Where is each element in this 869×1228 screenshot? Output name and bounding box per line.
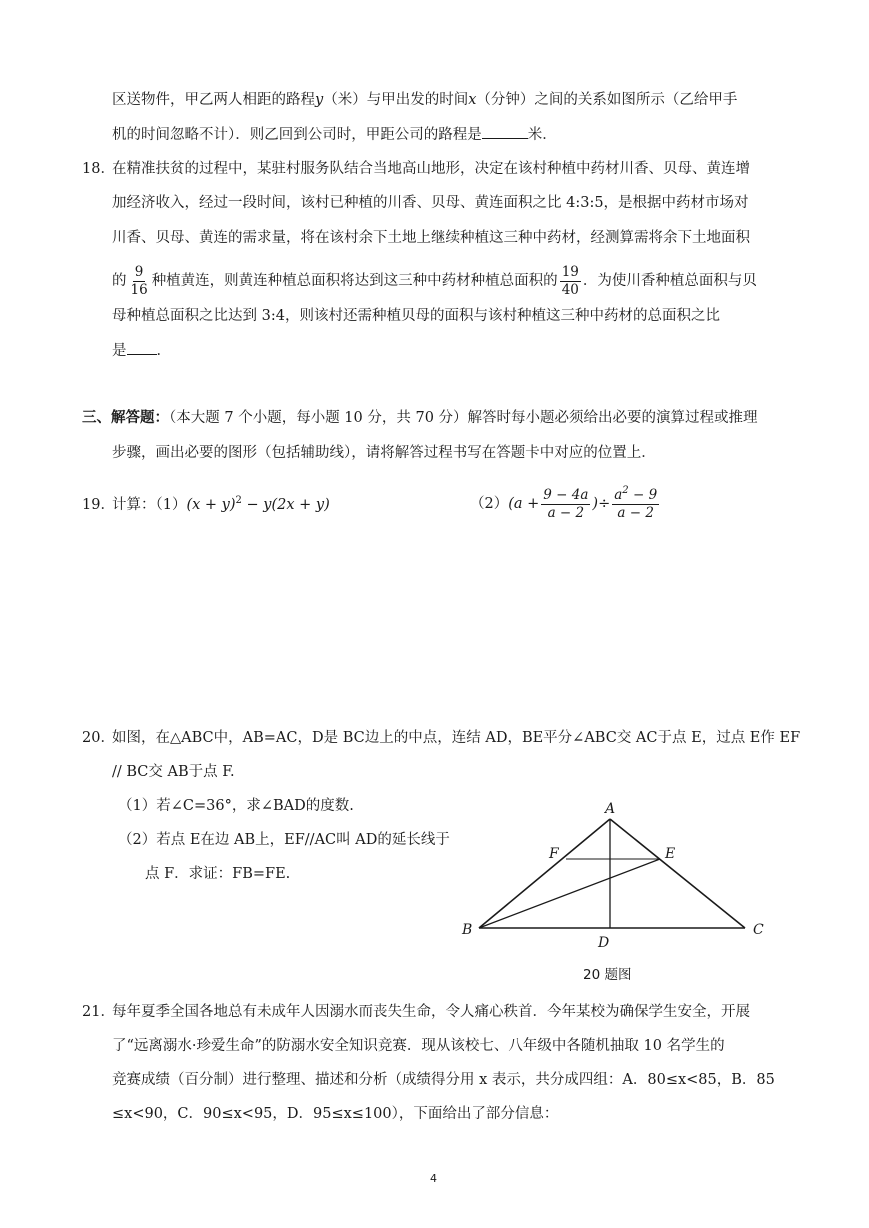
q17-line-2 bbox=[112, 124, 557, 145]
fraction-9-16 bbox=[129, 264, 150, 299]
q18-line-6 bbox=[112, 340, 171, 361]
q21-line-1: 每年夏季全国各地总有未成年人因溺水而丧失生命，令人痛心秩首．今年某校为确保学生安全，开展 bbox=[112, 1004, 750, 1020]
q19-expr2-mid: )÷ bbox=[592, 496, 611, 512]
q19-part-2 bbox=[470, 483, 661, 525]
q19-g-exp: 2 bbox=[622, 484, 629, 496]
q19-fraction-1 bbox=[541, 487, 590, 522]
section-3-line-2: 步骤，画出必要的图形（包括辅助线），请将解答过程书写在答题卡中对应的位置上． bbox=[112, 445, 656, 461]
q18-line-4 bbox=[112, 262, 757, 300]
fraction-denominator: 40 bbox=[561, 281, 579, 298]
q20-line-2: // BC交 AB于点 F. bbox=[112, 764, 235, 780]
q17-text-e: 米． bbox=[527, 127, 557, 143]
q21-line-3: 竞赛成绩（百分制）进行整理、描述和分析（成绩得分用 x 表示，共分成四组：A．80≤x<85，B．85 bbox=[112, 1072, 775, 1088]
fraction-numerator: 19 bbox=[561, 263, 579, 280]
segment-ac bbox=[610, 819, 745, 928]
q19-number: 19． bbox=[82, 497, 115, 513]
fraction-denominator: a − 2 bbox=[617, 504, 654, 521]
q18-line-2: 加经济收入，经过一段时间，该村已种植的川香、贝母、黄连面积之比 4:3:5，是根据中药材市场对 bbox=[112, 195, 749, 211]
q18-text-e: ． bbox=[156, 343, 171, 359]
fraction-denominator: a − 2 bbox=[547, 504, 585, 521]
section-3-instructions: （本大题 7 个小题，每小题 10 分，共 70 分）解答时每小题必须给出必要的演算过程或推理 bbox=[169, 410, 758, 426]
q18-line-3: 川香、贝母、黄连的需求量，将在该村余下土地上继续种植这三种中药材，经测算需将余下土地面积 bbox=[112, 230, 750, 246]
label-b: B bbox=[462, 922, 473, 938]
fraction-numerator bbox=[612, 484, 659, 505]
segment-be bbox=[479, 859, 660, 928]
label-d: D bbox=[598, 935, 610, 951]
q19-part-1 bbox=[112, 495, 330, 515]
label-a: A bbox=[605, 801, 616, 817]
q19-fraction-2 bbox=[612, 484, 659, 522]
q17-var-x: x bbox=[468, 92, 477, 108]
q19-expr1-a: (x + y) bbox=[186, 497, 236, 513]
q20-line-1: 如图，在△ABC中，AB=AC，D是 BC边上的中点，连结 AD，BE平分∠ABC交 AC于点 E，过点 E作 EF bbox=[112, 730, 801, 746]
q18-line-1: 在精准扶贫的过程中，某驻村服务队结合当地高山地形，决定在该村种植中药材川香、贝母、黄连增 bbox=[112, 161, 750, 177]
fraction-numerator: 9 − 4a bbox=[543, 486, 589, 503]
segment-ab bbox=[479, 819, 610, 928]
q19-g-a: a bbox=[614, 486, 623, 503]
figure-caption: 20 题图 bbox=[583, 967, 632, 983]
label-c: C bbox=[753, 922, 764, 938]
q19-label: 计算：（1） bbox=[112, 497, 187, 513]
q18-text-b: 种植黄连，则黄连种植总面积将达到这三种中药材种植总面积的 bbox=[151, 273, 558, 289]
label-e: E bbox=[665, 846, 676, 862]
q17-line-1 bbox=[112, 90, 737, 110]
fraction-denominator: 16 bbox=[130, 281, 148, 298]
q17-text-d: 机的时间忽略不计）．则乙回到公司时，甲距公司的路程是 bbox=[112, 127, 482, 143]
q18-number: 18． bbox=[82, 161, 115, 177]
q20-part-1: （1）若∠C=36°，求∠BAD的度数. bbox=[118, 798, 354, 814]
q17-text-c: （分钟）之间的关系如图所示（乙给甲手 bbox=[476, 92, 738, 108]
label-f: F bbox=[549, 846, 559, 862]
q21-number: 21． bbox=[82, 1004, 115, 1020]
q18-text-c: ．为使川香种植总面积与贝 bbox=[582, 273, 757, 289]
q20-part-2: （2）若点 E在边 AB上，EF//AC叫 AD的延长线于 bbox=[118, 832, 450, 848]
fraction-19-40 bbox=[560, 264, 581, 299]
q21-line-2: 了“远离溺水·珍爱生命”的防溺水安全知识竞赛．现从该校七、八年级中各随机抽取 10 名学生的 bbox=[112, 1038, 725, 1054]
q18-line-5: 母种植总面积之比达到 3:4，则该村还需种植贝母的面积与该村种植这三种中药材的总面积之比 bbox=[112, 308, 720, 324]
q17-var-y: y bbox=[315, 92, 324, 108]
q19-g-b: − 9 bbox=[628, 486, 658, 503]
q20-number: 20． bbox=[82, 730, 115, 746]
q18-text-d: 是 bbox=[112, 343, 127, 359]
q17-answer-blank bbox=[482, 124, 528, 139]
triangle-figure bbox=[455, 795, 775, 955]
page-number: 4 bbox=[430, 1172, 437, 1185]
q19-expr2-open: (a + bbox=[508, 496, 540, 512]
section-3-heading: 三、解答题： bbox=[82, 409, 169, 426]
section-3-line-1 bbox=[82, 408, 758, 428]
q17-text-b: （米）与甲出发的时间 bbox=[323, 92, 469, 108]
q18-answer-blank bbox=[127, 340, 157, 355]
q17-text-a: 区送物件，甲乙两人相距的路程 bbox=[112, 92, 315, 108]
q19-expr1-b: − y(2x + y) bbox=[241, 497, 330, 513]
q19-label-2: （2） bbox=[470, 496, 509, 512]
fraction-numerator: 9 bbox=[134, 263, 144, 280]
q21-line-4: ≤x<90，C．90≤x<95，D．95≤x≤100），下面给出了部分信息： bbox=[112, 1106, 559, 1122]
q19-expr1-exponent: 2 bbox=[235, 495, 242, 506]
q18-text-a: 的 bbox=[112, 273, 127, 289]
q20-part-3: 点 F．求证：FB=FE. bbox=[145, 866, 291, 882]
